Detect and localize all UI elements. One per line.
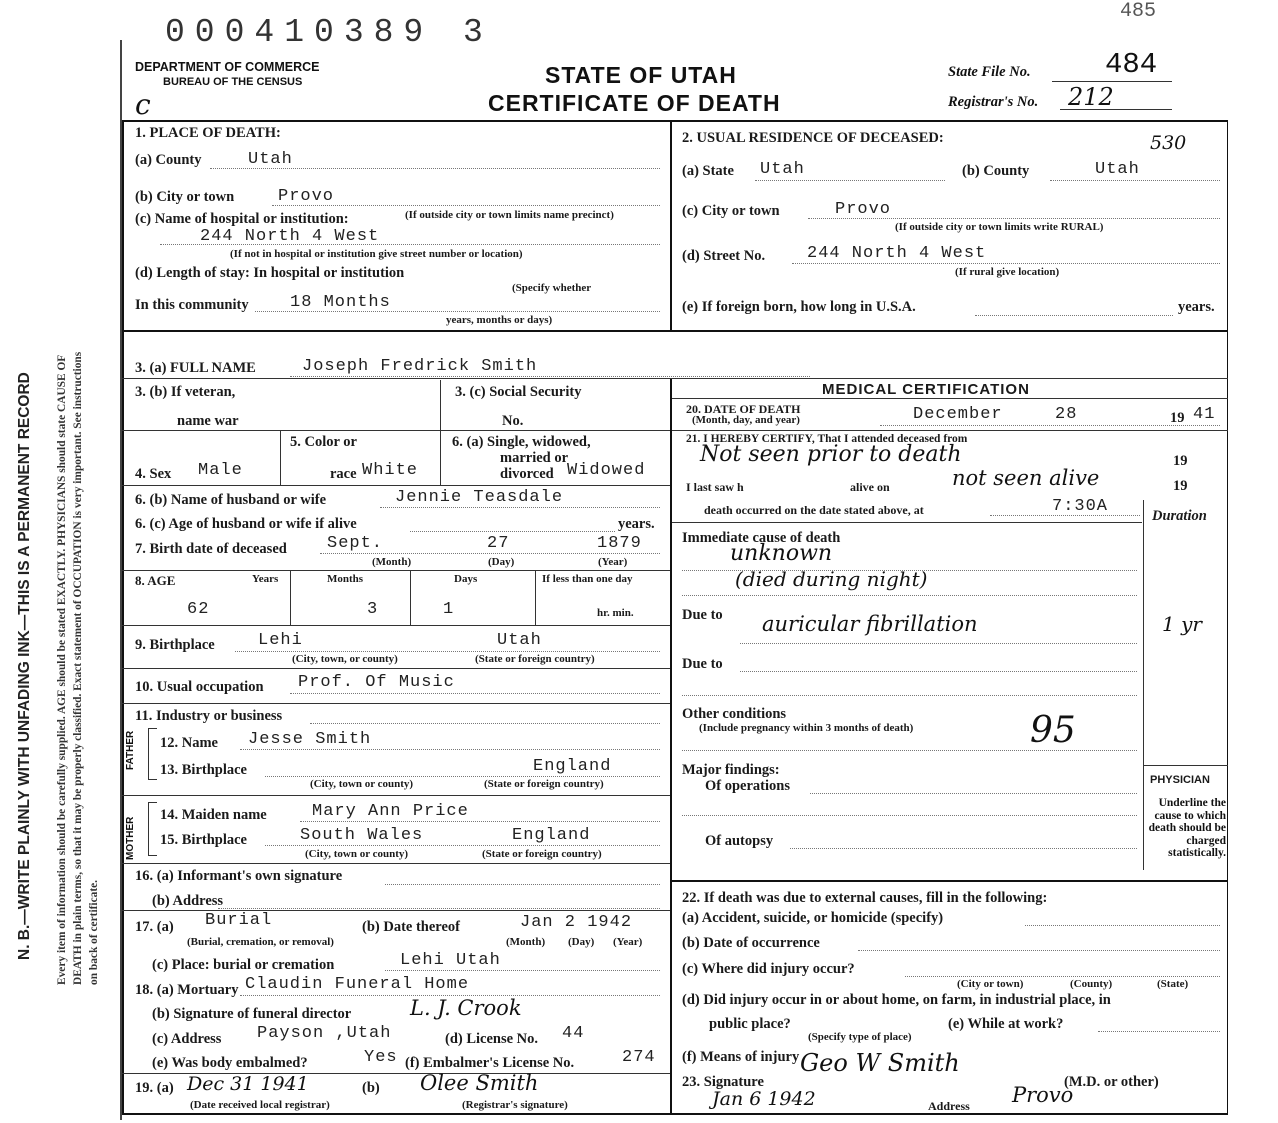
due-to-hw: auricular fibrillation bbox=[762, 612, 978, 636]
license-value: 44 bbox=[562, 1024, 585, 1043]
father-birthplace-line bbox=[265, 776, 660, 777]
spouse-age-years: years. bbox=[618, 516, 655, 532]
burial-month-note: (Month) bbox=[506, 936, 546, 948]
death-city-line bbox=[272, 205, 660, 206]
social-security-label: 3. (c) Social Security bbox=[455, 384, 582, 400]
name-row-bottom bbox=[122, 378, 1228, 379]
age-div-1 bbox=[290, 570, 291, 625]
public-place-label: public place? bbox=[709, 1016, 791, 1032]
margin-mark: 530 bbox=[1150, 132, 1187, 154]
registrar-number: 212 bbox=[1068, 83, 1114, 111]
burial-date-label: (b) Date thereof bbox=[362, 919, 460, 935]
death-city-value: Provo bbox=[278, 187, 335, 206]
physician-label: PHYSICIAN bbox=[1150, 774, 1210, 786]
mortuary-label: 18. (a) Mortuary bbox=[135, 982, 239, 998]
death-city-label: (b) City or town bbox=[135, 189, 235, 205]
spouse-age-line bbox=[410, 531, 615, 532]
birth-line bbox=[320, 553, 660, 554]
header-scribble: c bbox=[135, 88, 151, 121]
residence-county-line bbox=[1050, 180, 1220, 181]
while-at-work-label: (e) While at work? bbox=[948, 1016, 1064, 1032]
birthplace-state-note: (State or foreign country) bbox=[475, 653, 595, 665]
birth-month-value: Sept. bbox=[327, 534, 384, 553]
residence-county-value: Utah bbox=[1095, 160, 1140, 179]
marital-label-1: 6. (a) Single, widowed, bbox=[452, 434, 591, 450]
birth-month-note: (Month) bbox=[372, 556, 412, 568]
residence-street-note: (If rural give location) bbox=[955, 266, 1060, 278]
occupation-value: Prof. Of Music bbox=[298, 673, 455, 692]
funeral-director-label: (b) Signature of funeral director bbox=[152, 1006, 352, 1022]
where-label: (c) Where did injury occur? bbox=[682, 961, 855, 977]
operations-label: Of operations bbox=[705, 778, 790, 794]
race-label: race bbox=[330, 466, 357, 482]
license-label: (d) License No. bbox=[445, 1031, 539, 1047]
registrar-sig-note: (Registrar's signature) bbox=[462, 1099, 568, 1111]
sex-row-bottom bbox=[122, 485, 670, 486]
spouse-age-label: 6. (c) Age of husband or wife if alive bbox=[135, 516, 357, 532]
mother-birthplace-label: 15. Birthplace bbox=[160, 832, 247, 848]
underline-note: Underline the cause to which death should be charged statistically. bbox=[1148, 797, 1226, 859]
margin-instructions-3: on back of certificate. bbox=[88, 879, 100, 985]
age-row-bottom bbox=[122, 625, 670, 626]
occupation-row-bottom bbox=[122, 703, 670, 704]
birth-date-label: 7. Birth date of deceased bbox=[135, 541, 287, 557]
father-city-note: (City, town or county) bbox=[310, 778, 414, 790]
home-label: (d) Did injury occur in or about home, on farm, in industrial place, in bbox=[682, 992, 1111, 1008]
marital-label-3: divorced bbox=[500, 466, 554, 482]
burial-address-value: Payson ,Utah bbox=[257, 1024, 392, 1043]
embalmer-label: (f) Embalmer's License No. bbox=[405, 1055, 575, 1071]
burial-method-value: Burial bbox=[205, 911, 273, 930]
death-day-value: 28 bbox=[1055, 405, 1078, 424]
accident-line bbox=[1025, 925, 1220, 926]
occupation-line bbox=[290, 693, 660, 694]
residence-street-value: 244 North 4 West bbox=[807, 244, 987, 263]
foreign-born-label: (e) If foreign born, how long in U.S.A. bbox=[682, 299, 916, 315]
due-to-line-3 bbox=[682, 695, 1137, 696]
race-value: White bbox=[362, 461, 419, 480]
burial-place-label: (c) Place: burial or cremation bbox=[152, 957, 335, 973]
age-hr-min: hr. min. bbox=[597, 607, 634, 619]
hospital-note-2: (If not in hospital or institution give street number or location) bbox=[230, 248, 523, 260]
physician-box-top bbox=[1143, 765, 1228, 766]
other-conditions-hw: 95 bbox=[1030, 710, 1076, 751]
death-year-value: 41 bbox=[1193, 405, 1216, 424]
death-time-value: 7:30A bbox=[1052, 497, 1109, 516]
burial-day-note: (Day) bbox=[568, 936, 595, 948]
father-birthplace-value: England bbox=[533, 757, 612, 776]
residence-city-value: Provo bbox=[835, 200, 892, 219]
birthplace-city-value: Lehi bbox=[258, 631, 303, 650]
registrar-line bbox=[1060, 109, 1172, 110]
death-year-prefix: 19 bbox=[1170, 410, 1185, 426]
mother-name-label: 14. Maiden name bbox=[160, 807, 267, 823]
other-line bbox=[682, 750, 1137, 751]
father-tag: FATHER bbox=[125, 730, 136, 770]
embalmed-value: Yes bbox=[364, 1048, 398, 1067]
medical-heading-line bbox=[672, 398, 1228, 399]
duration-label: Duration bbox=[1152, 508, 1207, 524]
physician-address-label: Address bbox=[928, 1099, 970, 1113]
state-file-label: State File No. bbox=[948, 64, 1031, 80]
md-label: (M.D. or other) bbox=[1064, 1074, 1159, 1090]
embalmed-label: (e) Was body embalmed? bbox=[152, 1055, 308, 1071]
sex-value: Male bbox=[198, 461, 243, 480]
medical-heading: MEDICAL CERTIFICATION bbox=[822, 381, 1030, 398]
alive-year: 19 bbox=[1173, 478, 1188, 494]
physician-signature: Geo W Smith bbox=[800, 1049, 960, 1077]
color-label: 5. Color or bbox=[290, 434, 357, 450]
attended-to-year: 19 bbox=[1173, 453, 1188, 469]
residence-street-label: (d) Street No. bbox=[682, 248, 766, 264]
informant-sig-label: 16. (a) Informant's own signature bbox=[135, 868, 343, 884]
marital-value: Widowed bbox=[567, 461, 646, 480]
death-date-row-bottom bbox=[672, 430, 1228, 431]
due-to-line-1 bbox=[740, 643, 1137, 644]
residence-state-label: (a) State bbox=[682, 163, 734, 179]
state-file-number: 484 bbox=[1105, 48, 1158, 81]
place-of-death-heading: 1. PLACE OF DEATH: bbox=[135, 125, 281, 141]
state-file-line bbox=[1052, 81, 1172, 82]
other-conditions-note: (Include pregnancy within 3 months of death) bbox=[699, 722, 914, 734]
immediate-line-1 bbox=[682, 570, 1137, 571]
spouse-line bbox=[380, 507, 660, 508]
residence-city-note: (If outside city or town limits write RURAL) bbox=[895, 221, 1104, 233]
occupation-label: 10. Usual occupation bbox=[135, 679, 264, 695]
means-label: (f) Means of injury bbox=[682, 1049, 800, 1065]
father-state-note: (State or foreign country) bbox=[484, 778, 604, 790]
informant-sig-line bbox=[385, 884, 660, 885]
where-state-note: (State) bbox=[1157, 978, 1189, 990]
section-divider-top bbox=[122, 330, 1228, 332]
certificate-title: CERTIFICATE OF DEATH bbox=[488, 90, 781, 116]
mortuary-value: Claudin Funeral Home bbox=[245, 975, 470, 994]
birthplace-label: 9. Birthplace bbox=[135, 637, 215, 653]
attended-handwritten: Not seen prior to death bbox=[700, 442, 962, 467]
embalmer-value: 274 bbox=[622, 1048, 656, 1067]
where-city-note: (City or town) bbox=[957, 978, 1024, 990]
community-units-note: years, months or days) bbox=[446, 314, 553, 326]
mother-name-line bbox=[300, 821, 660, 822]
accident-label: (a) Accident, suicide, or homicide (specify) bbox=[682, 910, 944, 926]
immediate-cause-label: Immediate cause of death bbox=[682, 530, 841, 546]
industry-label: 11. Industry or business bbox=[135, 708, 283, 724]
death-date-note: (Month, day, and year) bbox=[692, 414, 800, 426]
community-label: In this community bbox=[135, 297, 249, 313]
occurred-label: death occurred on the date stated above, at bbox=[704, 503, 924, 517]
age-div-2 bbox=[410, 570, 411, 625]
department-label: DEPARTMENT OF COMMERCE bbox=[135, 60, 320, 74]
birth-day-value: 27 bbox=[487, 534, 510, 553]
immediate-cause-hw-2: (died during night) bbox=[735, 567, 928, 591]
full-name-value: Joseph Fredrick Smith bbox=[302, 357, 538, 376]
birthplace-line bbox=[235, 651, 660, 652]
hospital-line bbox=[160, 244, 660, 245]
age-lessday-col: If less than one day bbox=[542, 573, 633, 585]
state-title: STATE OF UTAH bbox=[545, 62, 737, 88]
autopsy-label: Of autopsy bbox=[705, 833, 774, 849]
age-years-col: Years bbox=[252, 573, 279, 585]
informant-address-label: (b) Address bbox=[152, 893, 224, 909]
burial-place-value: Lehi Utah bbox=[400, 951, 501, 970]
father-birthplace-label: 13. Birthplace bbox=[160, 762, 247, 778]
registrar-signature: Olee Smith bbox=[420, 1071, 539, 1095]
marital-label-2: married or bbox=[500, 450, 569, 466]
registrar-label: Registrar's No. bbox=[948, 94, 1039, 110]
immediate-cause-hw-1: unknown bbox=[730, 541, 833, 566]
death-date-label: 20. DATE OF DEATH bbox=[686, 402, 801, 416]
alive-handwritten: not seen alive bbox=[952, 466, 1100, 490]
father-name-value: Jesse Smith bbox=[248, 730, 372, 749]
where-line bbox=[905, 976, 1220, 977]
where-county-note: (County) bbox=[1070, 978, 1113, 990]
residence-city-line bbox=[808, 218, 1220, 219]
father-bracket bbox=[148, 728, 157, 780]
burial-method-note: (Burial, cremation, or removal) bbox=[187, 936, 334, 948]
immediate-line-2 bbox=[682, 595, 1137, 596]
operations-line-2 bbox=[682, 815, 1137, 816]
death-time-line bbox=[990, 515, 1140, 516]
mother-bracket bbox=[148, 802, 157, 856]
informant-address-line bbox=[218, 908, 660, 909]
age-label: 8. AGE bbox=[135, 573, 176, 588]
age-days-col: Days bbox=[454, 573, 478, 585]
birth-row-bottom bbox=[122, 570, 670, 571]
physician-address-hw: Provo bbox=[1012, 1083, 1074, 1107]
corner-number: 485 bbox=[1120, 0, 1157, 23]
war-label: name war bbox=[177, 413, 239, 429]
mother-birthplace-line bbox=[265, 845, 660, 846]
mother-row-bottom bbox=[122, 863, 670, 864]
residence-state-line bbox=[755, 180, 945, 181]
full-name-line bbox=[290, 376, 810, 377]
hospital-label: (c) Name of hospital or institution: bbox=[135, 211, 349, 227]
death-date-line bbox=[880, 425, 1220, 426]
duration-hw: 1 yr bbox=[1162, 612, 1202, 636]
mother-tag: MOTHER bbox=[125, 816, 136, 860]
mother-city-note: (City, town or county) bbox=[305, 848, 409, 860]
death-county-value: Utah bbox=[248, 150, 293, 169]
occurrence-line bbox=[858, 950, 1220, 951]
full-name-label: 3. (a) FULL NAME bbox=[135, 360, 256, 376]
registrar-sig-label: (b) bbox=[362, 1080, 380, 1096]
age-years-value: 62 bbox=[187, 600, 210, 619]
stay-label: (d) Length of stay: In hospital or institution bbox=[135, 265, 405, 281]
occurrence-label: (b) Date of occurrence bbox=[682, 935, 820, 951]
spouse-value: Jennie Teasdale bbox=[395, 488, 564, 507]
burial-year-note: (Year) bbox=[613, 936, 643, 948]
other-conditions-label: Other conditions bbox=[682, 706, 787, 722]
last-saw-label: I last saw h bbox=[686, 480, 744, 494]
due-to-line-2 bbox=[740, 671, 1137, 672]
hospital-value: 244 North 4 West bbox=[200, 227, 380, 246]
occurred-row-bottom bbox=[672, 522, 1142, 523]
burial-date-value: Jan 2 1942 bbox=[520, 913, 633, 932]
residence-state-value: Utah bbox=[760, 160, 805, 179]
birthplace-state-value: Utah bbox=[497, 631, 542, 650]
death-month-value: December bbox=[913, 405, 1003, 424]
center-divider bbox=[670, 122, 672, 332]
residence-city-label: (c) City or town bbox=[682, 203, 780, 219]
burial-place-line bbox=[385, 970, 660, 971]
race-divider bbox=[440, 430, 441, 485]
veteran-divider bbox=[440, 380, 441, 430]
residence-street-line bbox=[792, 263, 1220, 264]
due-to-label-2: Due to bbox=[682, 656, 723, 672]
birthplace-city-note: (City, town, or county) bbox=[292, 653, 398, 665]
death-county-label: (a) County bbox=[135, 152, 202, 168]
burial-label: 17. (a) bbox=[135, 919, 174, 935]
foreign-years-label: years. bbox=[1178, 299, 1215, 315]
birth-year-note: (Year) bbox=[598, 556, 628, 568]
burial-address-label: (c) Address bbox=[152, 1031, 222, 1047]
death-county-line bbox=[210, 168, 660, 169]
spouse-label: 6. (b) Name of husband or wife bbox=[135, 492, 327, 508]
age-days-value: 1 bbox=[443, 600, 455, 619]
margin-instructions-1: Every item of information should be carefully supplied. AGE should be stated EXACTLY. PHYSICIANS should state CAUSE OF bbox=[56, 354, 68, 985]
mother-state-note: (State or foreign country) bbox=[482, 848, 602, 860]
community-line bbox=[255, 311, 660, 312]
operations-line bbox=[810, 793, 1137, 794]
autopsy-line bbox=[790, 848, 1137, 849]
residence-heading: 2. USUAL RESIDENCE OF DECEASED: bbox=[682, 130, 944, 146]
mother-birthplace-state: England bbox=[512, 826, 591, 845]
social-security-no-label: No. bbox=[502, 413, 524, 429]
work-line bbox=[1098, 1031, 1220, 1032]
signature-date: Jan 6 1942 bbox=[712, 1088, 816, 1110]
duration-divider bbox=[1143, 500, 1144, 870]
center-divider-lower bbox=[670, 378, 672, 1115]
alive-on-label: alive on bbox=[850, 480, 890, 494]
signature-label: 23. Signature bbox=[682, 1074, 764, 1090]
serial-number: 000410389 3 bbox=[165, 14, 493, 51]
mother-name-value: Mary Ann Price bbox=[312, 802, 469, 821]
medical-section-bottom bbox=[672, 880, 1228, 882]
industry-line bbox=[310, 723, 660, 724]
age-div-3 bbox=[535, 570, 536, 625]
birth-year-value: 1879 bbox=[597, 534, 642, 553]
birthplace-row-bottom bbox=[122, 668, 670, 669]
received-date-value: Dec 31 1941 bbox=[187, 1073, 309, 1095]
veteran-label: 3. (b) If veteran, bbox=[135, 384, 236, 400]
sex-label: 4. Sex bbox=[135, 466, 172, 482]
mother-birthplace-city: South Wales bbox=[300, 826, 424, 845]
major-findings-label: Major findings: bbox=[682, 762, 780, 778]
received-label: 19. (a) bbox=[135, 1080, 174, 1096]
foreign-born-line bbox=[975, 315, 1173, 316]
received-note: (Date received local registrar) bbox=[190, 1099, 330, 1111]
age-months-value: 3 bbox=[367, 600, 379, 619]
margin-instructions-2: DEATH in plain terms, so that it may be properly classified. Exact statement of OCCUPATION is very important. See instructions bbox=[72, 351, 84, 985]
bureau-label: BUREAU OF THE CENSUS bbox=[163, 76, 303, 88]
external-causes-label: 22. If death was due to external causes, fill in the following: bbox=[682, 890, 1048, 906]
age-months-col: Months bbox=[327, 573, 364, 585]
father-name-line bbox=[240, 749, 660, 750]
father-name-label: 12. Name bbox=[160, 735, 218, 751]
veteran-row-bottom bbox=[122, 430, 670, 431]
margin-binding-notice: N. B.—WRITE PLAINLY WITH UNFADING INK—THIS IS A PERMANENT RECORD bbox=[16, 372, 33, 960]
stay-specify-note: (Specify whether bbox=[512, 282, 592, 294]
community-value: 18 Months bbox=[290, 293, 391, 312]
funeral-director-signature: L. J. Crook bbox=[410, 996, 522, 1020]
birth-day-note: (Day) bbox=[488, 556, 515, 568]
residence-county-label: (b) County bbox=[962, 163, 1030, 179]
due-to-label-1: Due to bbox=[682, 607, 723, 623]
certify-label: 21. I HEREBY CERTIFY, That I attended deceased from bbox=[686, 433, 968, 445]
father-row-bottom bbox=[122, 795, 670, 796]
sex-divider bbox=[280, 430, 281, 485]
hospital-note: (If outside city or town limits name precinct) bbox=[405, 209, 614, 221]
specify-place-note: (Specify type of place) bbox=[808, 1031, 912, 1043]
